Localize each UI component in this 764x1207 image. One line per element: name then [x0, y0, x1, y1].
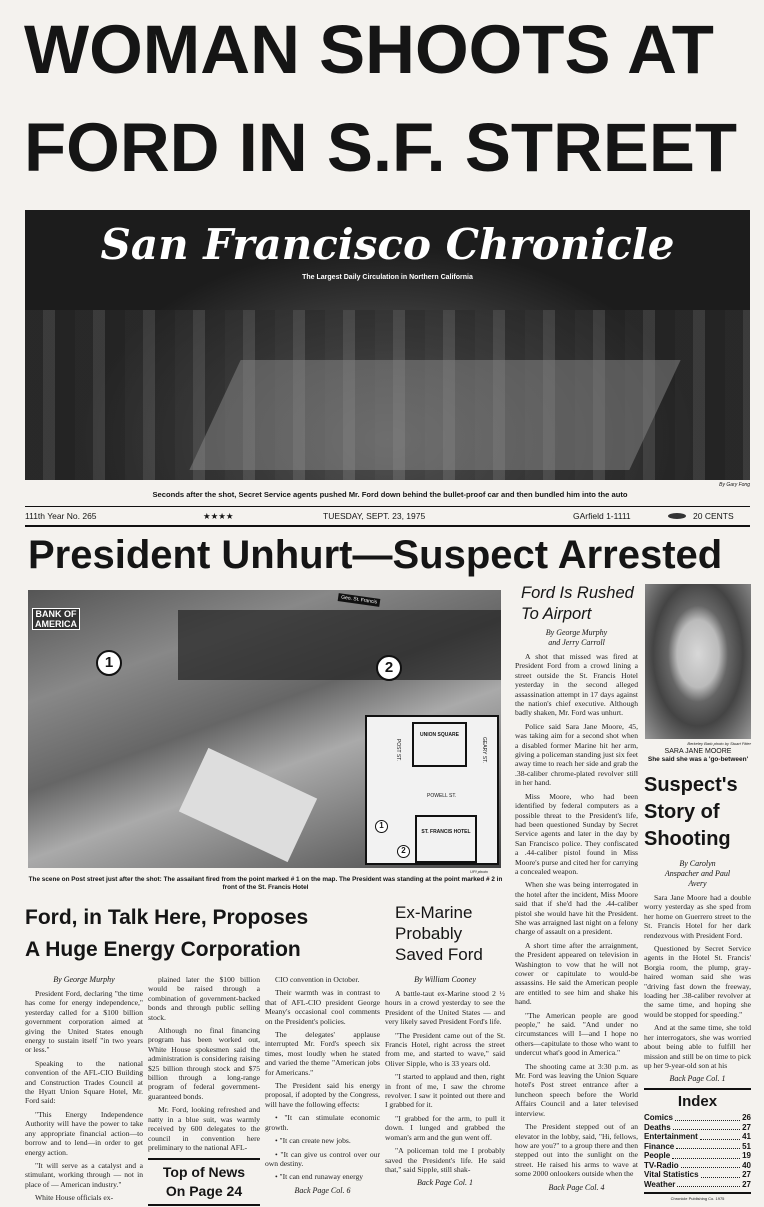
masthead-logo: San Francisco Chronicle — [100, 220, 675, 269]
portrait-caption: She said she was a 'go-between' — [647, 756, 749, 763]
index-item[interactable] — [644, 1132, 751, 1142]
story-rushed-byline: By George Murphy and Jerry Carroll — [545, 628, 608, 647]
portrait-credit: Berkeley Barb photo by Stuart Fitter — [687, 741, 751, 746]
index-label: Comics — [644, 1113, 673, 1123]
marker-2: 2 — [376, 655, 402, 681]
paragraph: "I started to applaud and then, right in front of me, I saw the chrome revolver. I saw it pointed out there and I grabbed for it. — [385, 1072, 505, 1110]
map-marker-1: 1 — [375, 820, 388, 833]
edition-number: 111th Year No. 265 — [25, 511, 97, 521]
index-item[interactable] — [644, 1161, 751, 1171]
energy-headline-line1: Ford, in Talk Here, Proposes — [25, 906, 309, 929]
index-title: Index — [677, 1093, 718, 1111]
paragraph: • "It can give us control over our own destiny. — [265, 1149, 380, 1168]
index-label: Weather — [644, 1179, 676, 1189]
post-street-label: POST ST. — [395, 738, 402, 762]
paragraph: "The American people are good people," he said. "And under no circumstances will I—and I hope no others—capitulate to those who want to undercut what's good in America." — [515, 1010, 638, 1058]
story-suspect — [644, 772, 751, 1201]
paragraph: Sara Jane Moore had a double worry yesterday as she sped from her home on Guerrero street to the St. Francis Hotel for her dark rendezvous with President Ford. — [644, 893, 751, 940]
marine-headline: Ex-Marine Probably Saved Ford — [395, 903, 483, 964]
index-page: 19 — [742, 1151, 751, 1161]
top-of-news-line2: On Page 24 — [165, 1183, 243, 1200]
index-item[interactable] — [644, 1180, 751, 1190]
top-photo — [25, 210, 750, 480]
paragraph: A battle-taut ex-Marine stood 2 ½ hours in a crowd yesterday to see the President of the United States — and very likely saved President Ford's life. — [385, 989, 505, 1027]
marine-byline: By William Cooney — [414, 975, 476, 984]
energy-body-col2 — [148, 975, 260, 1152]
energy-byline: By George Murphy — [53, 975, 115, 984]
paragraph: plained later the $100 billion would be raised through a combination of government-backed bonds and through public selling stock. — [148, 975, 260, 1022]
index-item[interactable] — [644, 1170, 751, 1180]
energy-body-col1 — [25, 989, 143, 1203]
energy-body-col3 — [265, 975, 380, 1182]
union-square: UNION SQUARE — [412, 722, 467, 767]
paragraph: Questioned by Secret Service agents in the Hotel St. Francis' Borgia room, the plump, gray-haired woman said she was "driving fast down the freeway, loading her .38-caliber revolver at the same time, and hoping she would be stopped for speeding." — [644, 944, 751, 1019]
index-label: TV-Radio — [644, 1160, 679, 1170]
paragraph: "It will serve as a catalyst and a stimulant, working through — not in place of — American industry." — [25, 1160, 143, 1189]
phone-number: GArfield 1-1111 — [573, 511, 631, 521]
index-page: 41 — [742, 1132, 751, 1142]
dateline — [25, 509, 750, 523]
portrait-photo — [645, 584, 751, 739]
story-rushed-continued: Back Page Col. 4 — [548, 1182, 605, 1192]
price: 20 CENTS — [693, 511, 734, 521]
map-marker-2: 2 — [397, 845, 410, 858]
paragraph: Speaking to the national convention of the AFL-CIO Building and Construction Trades Council at the Hyatt Union Square Hotel, Mr. Ford said: — [25, 1058, 143, 1106]
paragraph: The President stepped out of an elevator in the lobby, said, "Hi, fellows, how are you?" to a group there and then stepped out into the sunlight on the street. He raised his arms to wave at some 2000 onlookers outside when the — [515, 1122, 638, 1179]
leader-dots — [675, 1113, 740, 1121]
paragraph: Mr. Ford, looking refreshed and natty in a blue suit, was warmly received by 600 delegates to the council in convention here preliminary to the national AFL- — [148, 1105, 260, 1152]
index-page: 27 — [742, 1170, 751, 1180]
paragraph: "A policeman told me I probably saved the President's life. He said that," said Sipple, still shak- — [385, 1146, 505, 1174]
index-label: Entertainment — [644, 1132, 698, 1142]
leader-dots — [681, 1161, 740, 1169]
story-suspect-title: Suspect's Story of Shooting — [644, 774, 738, 850]
paragraph: White House officials ex- — [35, 1193, 114, 1203]
scene-photo — [28, 590, 501, 868]
street-sign: Geo. St. Francis — [338, 593, 381, 607]
marker-1: 1 — [96, 650, 122, 676]
copyright: Chronicle Publishing Co. 1975 — [670, 1196, 725, 1202]
leader-dots — [677, 1180, 740, 1188]
paragraph: "The President came out of the St. Francis Hotel, right across the street from me, and started to wave," said Oliver Sipple, who is 33 years old. — [385, 1030, 505, 1068]
top-of-news-line1: Top of News — [162, 1164, 246, 1181]
paragraph: When she was being interrogated in the hotel after the incident, Miss Moore said that if she'd had the .44-caliber pistol she would have hit the President. She was arraigned last night on a felony charge of assault on a president. — [515, 880, 638, 937]
paragraph: "I grabbed for the arm, to pull it down. I lunged and grabbed the woman's arm and the gun went off. — [385, 1113, 505, 1142]
leader-dots — [672, 1151, 740, 1159]
marine-continued: Back Page Col. 1 — [417, 1178, 473, 1188]
leader-dots — [700, 1132, 740, 1140]
leader-dots — [673, 1123, 740, 1131]
paragraph: CIO convention in October. — [275, 975, 360, 984]
story-marine-body — [385, 989, 505, 1174]
story-rushed-title: Ford Is Rushed To Airport — [521, 584, 634, 623]
index-page: 51 — [742, 1141, 751, 1151]
portrait-name: SARA JANE MOORE — [664, 748, 732, 755]
photo-credit: By Gary Fong — [719, 482, 750, 488]
paragraph: • "It can stimulate economic growth. — [265, 1113, 380, 1132]
index-item[interactable] — [644, 1123, 751, 1133]
index-page: 26 — [742, 1113, 751, 1123]
paragraph: Police said Sara Jane Moore, 45, was taking aim for a second shot when a disabled former Marine hit her arm, giving a policeman standing just six feet away time to reach her side and grab the .38-caliber chrome-plated revolver still in her hand. — [515, 721, 638, 788]
paragraph: A short time after the arraignment, the President appeared on television in Washington to vow that he will not cower or capitulate to would-be assassins. He said the American people are entitled to see him and shake his hand. — [515, 940, 638, 1007]
paragraph: The President said his energy proposal, if adopted by the Congress, will have the following effects: — [265, 1081, 380, 1109]
geary-street-label: GEARY ST. — [480, 737, 487, 763]
paragraph: Their warmth was in contrast to that of AFL-CIO president George Meany's occasional cool comments on the President's policies. — [265, 988, 380, 1026]
energy-headline-line2: A Huge Energy Corporation — [25, 938, 301, 961]
story-rushed — [515, 583, 638, 1192]
paragraph: The delegates' applause interrupted Mr. Ford's speech six times, most loudly when he stated and varied the theme "American jobs for Americans." — [265, 1030, 380, 1077]
paragraph: President Ford, declaring "the time has come for energy independence," yesterday called for a $100 billion government corporation aimed at giving the United States enough energy to sustain itself "in two years or less." — [25, 989, 143, 1055]
leader-dots — [676, 1142, 740, 1150]
photo-caption: Seconds after the shot, Secret Service agents pushed Mr. Ford down behind the bullet-proof car and then bundled him into the auto — [152, 490, 628, 499]
energy-continued: Back Page Col. 6 — [294, 1185, 351, 1195]
scene-photo-caption: The scene on Post street just after the shot: The assailant fired from the point marked # 1 on the map. The President was standing at the point marked # 2 in front of the St. Francis Hotel — [28, 876, 503, 891]
paragraph: And at the same time, she told her interrogators, she was worried about being able to fulfill her mission and still be on time to pick up her 9-year-old son at his — [644, 1023, 751, 1070]
index-item[interactable] — [644, 1151, 751, 1161]
index-page: 40 — [742, 1160, 751, 1170]
index-label: Vital Statistics — [644, 1170, 699, 1180]
story-suspect-continued: Back Page Col. 1 — [669, 1074, 726, 1084]
index-label: Deaths — [644, 1122, 671, 1132]
powell-street-label: POWELL ST. — [427, 793, 457, 799]
main-headline-line1: WOMAN SHOOTS AT — [24, 11, 714, 88]
paragraph: "This Energy Independence Authority will have the power to take any appropriate financial action—to borrow and to lend—in order to get energy action. — [25, 1109, 143, 1157]
index-page: 27 — [742, 1122, 751, 1132]
main-headline-line2: FORD IN S.F. STREET — [24, 109, 738, 186]
energy-headline — [25, 902, 365, 966]
paragraph: The shooting came at 3:30 p.m. as Mr. Ford was leaving the Union Square hotel's Post street entrance after a luncheon speech before the World Affairs Council and a later televised interview. — [515, 1061, 638, 1118]
story-suspect-body — [644, 893, 751, 1070]
leader-dots — [701, 1170, 741, 1178]
paragraph: Although no final financing program has been worked out, White House spokesmen said the administration is considering raising $25 billion through stock and $75 billion through a long-range program of federal government-guaranteed bonds. — [148, 1026, 260, 1101]
edition-stars: ★★★★ — [203, 510, 234, 521]
index-label: Finance — [644, 1141, 675, 1151]
index-item[interactable] — [644, 1113, 751, 1123]
story-suspect-byline: By Carolyn Anspacher and Paul Avery — [664, 859, 731, 888]
paragraph: • "It can end runaway energy — [275, 1172, 364, 1182]
top-of-news-box — [148, 1160, 260, 1204]
chronicle-emblem-icon — [668, 513, 686, 519]
scene-photo-credit: UPI photo — [470, 869, 488, 874]
paragraph: A shot that missed was fired at President Ford from a crowd lining a street outside the St. Francis Hotel yesterday in the second alleged assassination attempt in 17 days against the nation's chief executive. Although badly shaken, Mr. Ford was unhurt. — [515, 652, 638, 718]
issue-date: TUESDAY, SEPT. 23, 1975 — [323, 511, 426, 521]
paragraph: • "It can create new jobs. — [275, 1136, 351, 1146]
index-label: People — [644, 1151, 671, 1161]
story-rushed-body — [515, 652, 638, 1179]
index-item[interactable] — [644, 1142, 751, 1152]
index-page: 27 — [742, 1179, 751, 1189]
masthead-tagline: The Largest Daily Circulation in Northern California — [302, 274, 473, 281]
secondary-headline: President Unhurt—Suspect Arrested — [28, 533, 723, 577]
location-map — [365, 715, 499, 865]
hotel-label: ST. FRANCIS HOTEL — [415, 815, 477, 863]
index-list — [644, 1113, 751, 1189]
paragraph: Miss Moore, who had been identified by federal computers as a possible threat to the President's life, had been questioned Sunday by Secret Service agents and later in the day by San Francisco police. They confiscated a .44-caliber pistol found in Miss Moore's purse and cited her for carrying a concealed weapon. — [515, 791, 638, 876]
bank-sign: BANK OF AMERICA — [32, 608, 80, 630]
